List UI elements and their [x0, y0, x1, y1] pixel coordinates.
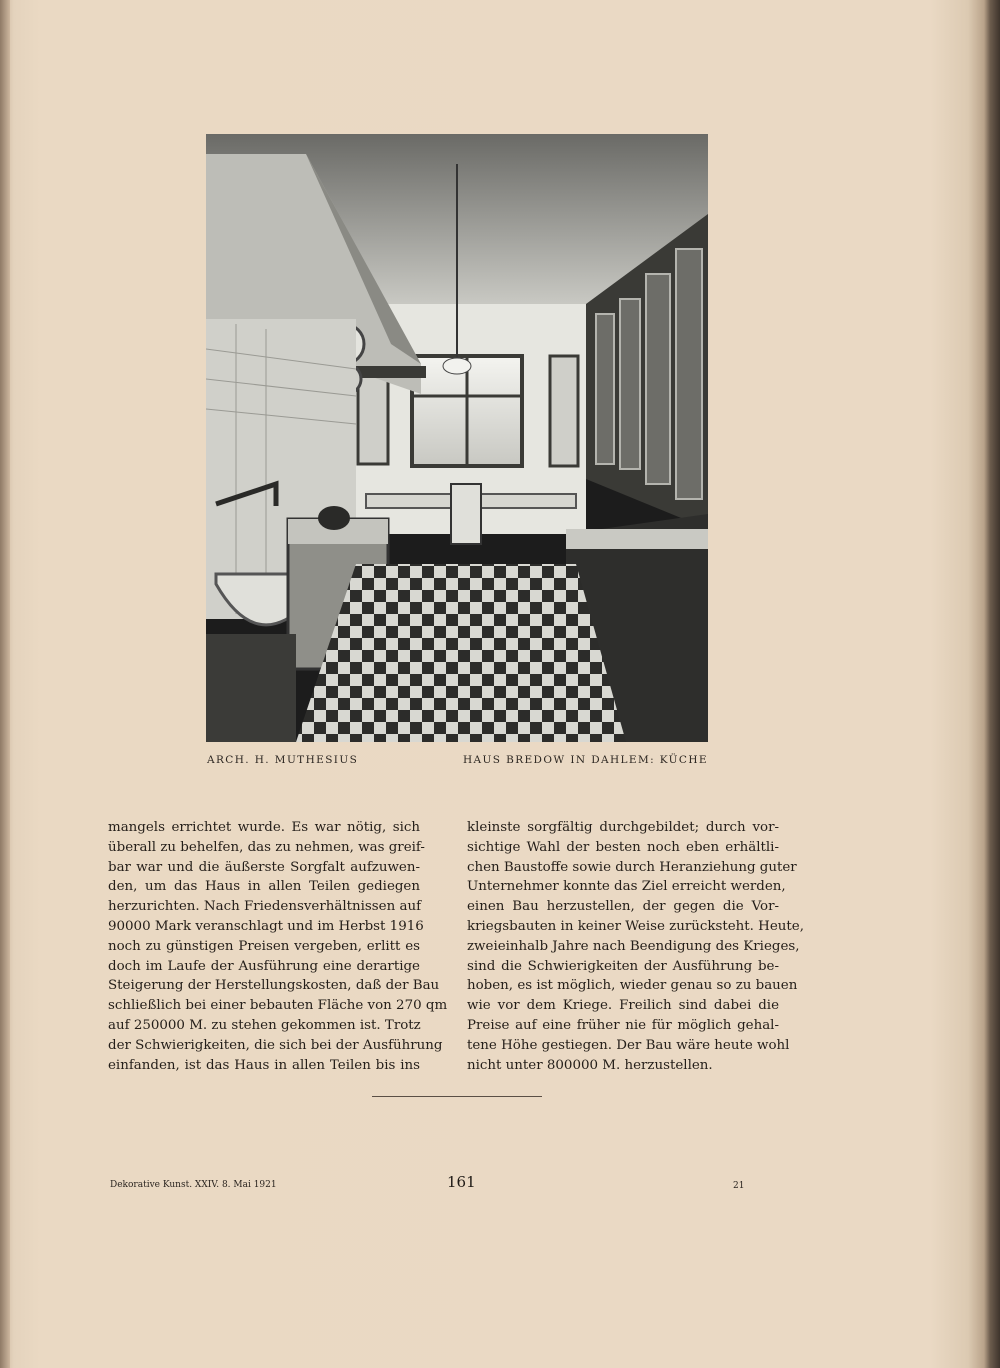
text-line: tene Höhe gestiegen. Der Bau wäre heute wohl — [467, 1037, 790, 1053]
text-line: noch zu günstigen Preisen vergeben, erlitt es — [108, 938, 420, 954]
text-line: bar war und die äußerste Sorgfalt aufzuwen- — [108, 859, 420, 875]
text-line: den, um das Haus in allen Teilen gediegen — [108, 879, 420, 895]
text-line: zweieinhalb Jahre nach Beendigung des Krieges, — [467, 938, 800, 954]
text-column-right — [467, 818, 804, 1075]
text-line: kleinste sorgfältig durchgebildet; durch vor- — [467, 820, 779, 835]
section-divider — [372, 1096, 542, 1097]
text-column-left — [108, 818, 448, 1075]
text-line: Unternehmer konnte das Ziel erreicht werden, — [467, 879, 786, 895]
page-binding-edge — [0, 0, 10, 1368]
text-line: wie vor dem Kriege. Freilich sind dabei die — [467, 998, 779, 1014]
text-line: Preise auf eine früher nie für möglich gehal- — [467, 1017, 779, 1033]
photo-caption-title: HAUS BREDOW IN DAHLEM: KÜCHE — [462, 754, 708, 766]
text-line: Steigerung der Herstellungskosten, daß der Bau — [108, 978, 440, 994]
text-line: hoben, es ist möglich, wieder genau so zu bauen — [467, 978, 798, 994]
photo-caption-architect: ARCH. H. MUTHESIUS — [207, 754, 359, 766]
text-line: chen Baustoffe sowie durch Heranziehung guter — [467, 859, 797, 875]
text-line: sichtige Wahl der besten noch eben erhältli- — [467, 839, 779, 855]
text-line: doch im Laufe der Ausführung eine derartige — [108, 958, 420, 974]
text-line: auf 250000 M. zu stehen gekommen ist. Trotz — [108, 1017, 421, 1033]
text-line: einfanden, ist das Haus in allen Teilen bis ins — [108, 1057, 420, 1073]
footer-signature: 21 — [733, 1181, 745, 1191]
text-line: nicht unter 800000 M. herzustellen. — [467, 1057, 713, 1073]
text-line: überall zu behelfen, das zu nehmen, was greif- — [108, 839, 425, 855]
footer-journal: Dekorative Kunst. XXIV. 8. Mai 1921 — [110, 1180, 277, 1190]
text-line: kriegsbauten in keiner Weise zurücksteht. Heute, — [467, 918, 804, 934]
text-line: herzurichten. Nach Friedensverhältnissen auf — [108, 899, 422, 915]
text-line: mangels errichtet wurde. Es war nötig, sich — [108, 820, 420, 835]
text-line: der Schwierigkeiten, die sich bei der Ausführung — [108, 1037, 443, 1053]
text-line: sind die Schwierigkeiten der Ausführung be- — [467, 958, 779, 974]
page-number: 161 — [447, 1173, 476, 1191]
text-line: schließlich bei einer bebauten Fläche von 270 qm — [108, 998, 448, 1014]
kitchen-photo — [206, 134, 708, 742]
text-line: 90000 Mark veranschlagt und im Herbst 1916 — [108, 918, 424, 934]
text-line: einen Bau herzustellen, der gegen die Vor- — [467, 899, 779, 915]
